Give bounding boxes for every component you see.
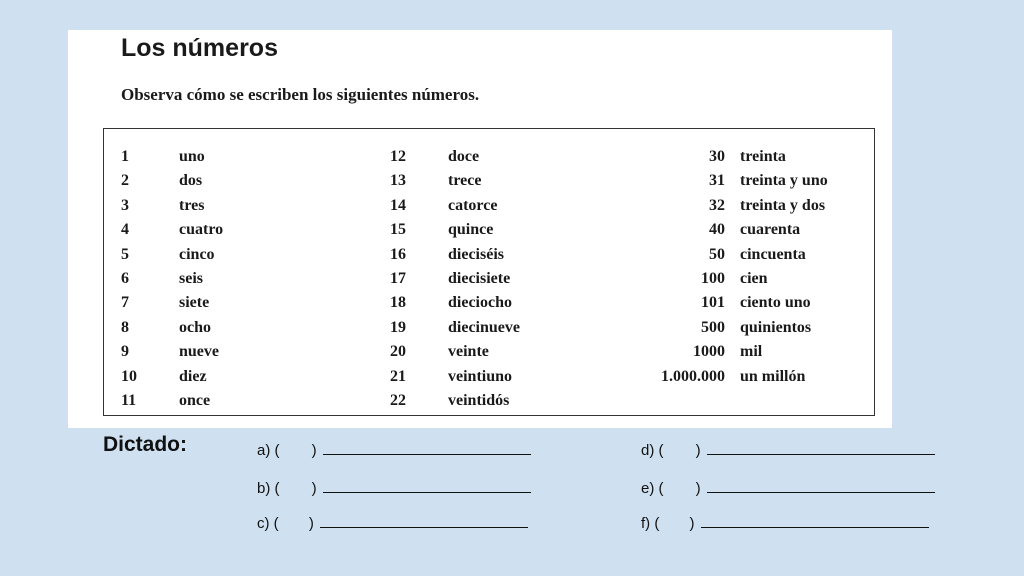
- dictado-paren-close: ): [695, 442, 701, 459]
- number-word: cinco: [179, 245, 215, 263]
- number-digit: 21: [390, 367, 406, 385]
- number-word: quince: [448, 221, 494, 239]
- number-digit: 1.000.000: [661, 367, 725, 385]
- number-digit: 31: [709, 172, 725, 190]
- number-word: diecisiete: [448, 269, 511, 287]
- answer-blank-f[interactable]: [701, 513, 929, 528]
- number-word: mil: [740, 343, 763, 361]
- number-word: trece: [448, 172, 482, 190]
- number-digit: 4: [121, 221, 129, 239]
- number-digit: 5: [121, 245, 129, 263]
- number-word: dieciséis: [448, 245, 504, 263]
- number-word: cien: [740, 269, 768, 287]
- answer-blank-c[interactable]: [320, 513, 528, 528]
- number-digit: 14: [390, 196, 406, 214]
- dictado-item-e: [641, 478, 935, 497]
- number-sheet: [68, 30, 892, 428]
- number-word: diez: [179, 367, 207, 385]
- number-digit: 11: [121, 391, 137, 409]
- answer-blank-b[interactable]: [323, 478, 531, 493]
- number-digit: 18: [390, 294, 406, 312]
- number-digit: 17: [390, 269, 406, 287]
- number-word: tres: [179, 196, 205, 214]
- dictado-item-c: [257, 513, 528, 532]
- number-word: uno: [179, 148, 205, 165]
- number-digit: 22: [390, 391, 406, 409]
- number-digit: 50: [709, 245, 725, 263]
- number-word: veintidós: [448, 391, 510, 409]
- dictado-item-f: [641, 513, 929, 532]
- number-word: treinta y dos: [740, 196, 826, 214]
- number-digit: 15: [390, 221, 406, 239]
- number-word: veinte: [448, 343, 489, 361]
- number-digit: 19: [390, 318, 406, 336]
- number-digit: 32: [709, 196, 725, 214]
- number-word: veintiuno: [448, 367, 513, 385]
- dictado-label: Dictado:: [103, 433, 187, 456]
- dictado-item-d: [641, 440, 935, 459]
- number-digit: 500: [701, 318, 725, 336]
- instructions: Observa cómo se escriben los siguientes números.: [121, 85, 480, 104]
- answer-blank-a[interactable]: [323, 440, 531, 455]
- number-digit: 8: [121, 318, 129, 336]
- number-word: doce: [448, 148, 480, 165]
- dictado-paren-close: ): [689, 515, 695, 532]
- dictado-item-b: [257, 478, 531, 497]
- number-digit: 10: [121, 367, 137, 385]
- number-word: cuarenta: [740, 221, 801, 239]
- dictado-paren-close: ): [308, 515, 314, 532]
- number-digit: 1: [121, 148, 129, 165]
- number-digit: 100: [701, 269, 725, 287]
- number-word: dos: [179, 172, 203, 190]
- number-digit: 13: [390, 172, 406, 190]
- numbers-table: [103, 128, 875, 416]
- number-word: dieciocho: [448, 294, 512, 312]
- dictado-letter: b) (: [257, 480, 280, 497]
- number-digit: 40: [709, 221, 725, 239]
- number-digit: 2: [121, 172, 129, 190]
- answer-blank-d[interactable]: [707, 440, 935, 455]
- dictado-letter: d) (: [641, 442, 664, 459]
- number-word: siete: [179, 294, 210, 312]
- number-digit: 7: [121, 294, 129, 312]
- number-word: cuatro: [179, 221, 224, 239]
- number-word: treinta: [740, 148, 786, 165]
- dictado-paren-close: ): [311, 480, 317, 497]
- number-word: ciento uno: [740, 294, 811, 312]
- dictado-item-a: [257, 440, 531, 459]
- number-word: diecinueve: [448, 318, 520, 336]
- number-digit: 30: [709, 148, 725, 165]
- number-digit: 1000: [693, 343, 725, 361]
- number-word: catorce: [448, 196, 498, 214]
- number-word: ocho: [179, 318, 211, 336]
- number-digit: 6: [121, 269, 129, 287]
- number-digit: 3: [121, 196, 129, 214]
- number-word: nueve: [179, 343, 219, 361]
- dictado-paren-close: ): [695, 480, 701, 497]
- number-digit: 101: [701, 294, 725, 312]
- dictado-letter: c) (: [257, 515, 279, 532]
- answer-blank-e[interactable]: [707, 478, 935, 493]
- number-word: un millón: [740, 367, 806, 385]
- dictado-letter: f) (: [641, 515, 660, 532]
- number-digit: 16: [390, 245, 406, 263]
- dictado-letter: a) (: [257, 442, 280, 459]
- dictado-paren-close: ): [311, 442, 317, 459]
- number-word: treinta y uno: [740, 172, 828, 190]
- number-digit: 9: [121, 343, 129, 361]
- number-word: quinientos: [740, 318, 812, 336]
- number-word: seis: [179, 269, 203, 287]
- number-word: cincuenta: [740, 245, 806, 263]
- page-title: Los números: [121, 34, 278, 62]
- number-digit: 12: [390, 148, 406, 165]
- number-digit: 20: [390, 343, 406, 361]
- number-word: once: [179, 391, 211, 409]
- dictado-letter: e) (: [641, 480, 664, 497]
